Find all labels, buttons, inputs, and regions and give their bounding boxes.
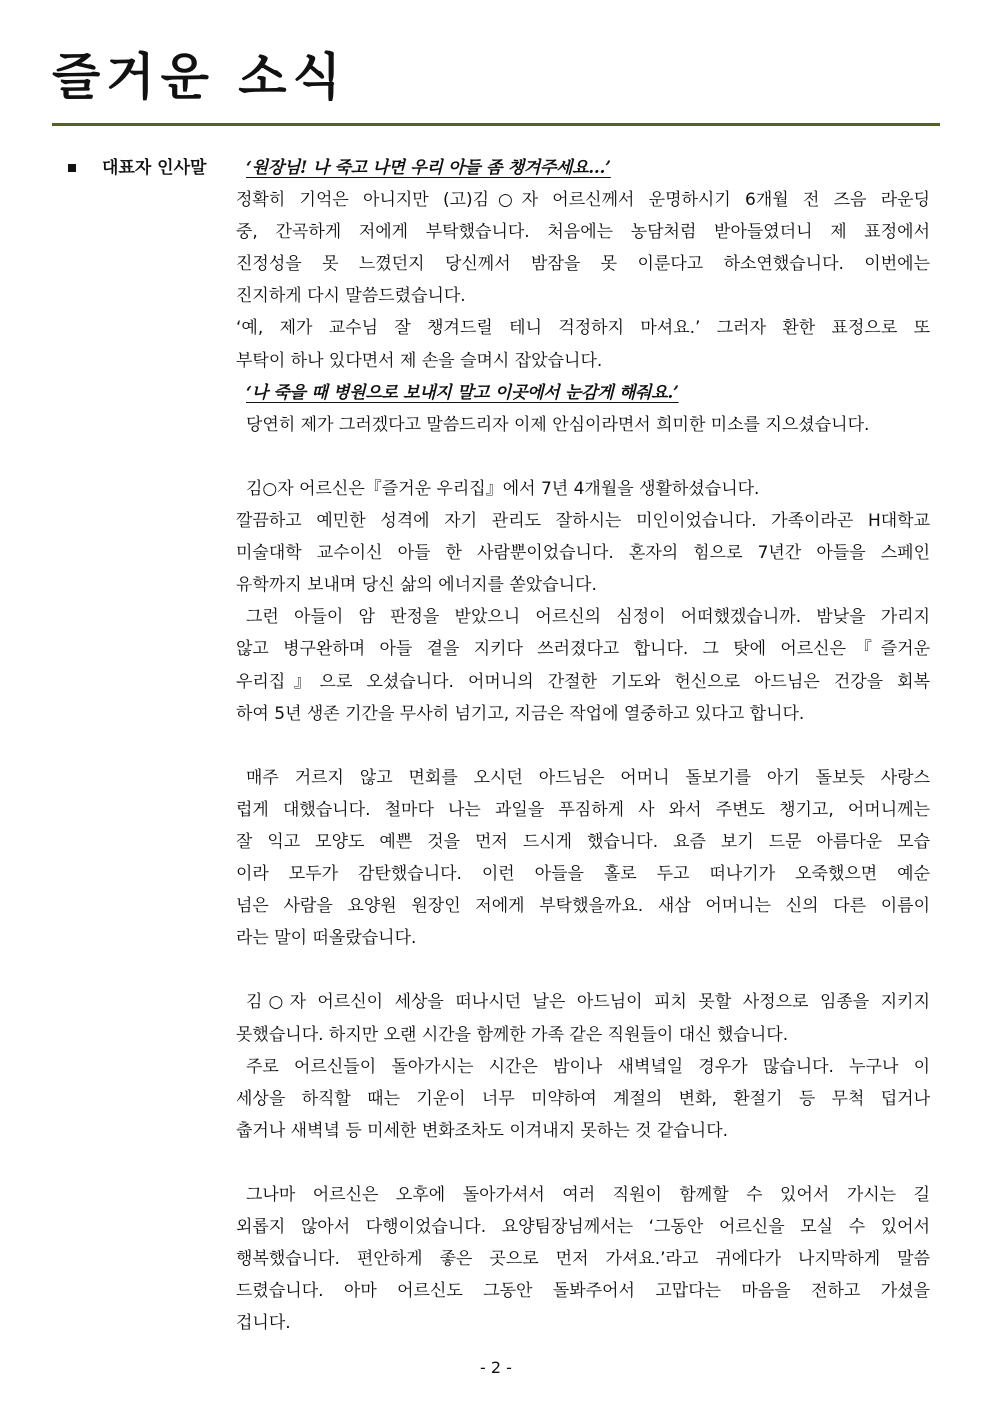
text-line: 유학까지 보내며 당신 삶의 에너지를 쏟았습니다.	[236, 575, 597, 596]
text-line: 진정성을 못 느꼈던지 당신께서 밤잠을 못 이룬다고 하소연했습니다. 이번에는	[236, 254, 930, 275]
text-line: 이라 모두가 감탄했습니다. 이런 아들을 홀로 두고 떠나기가 오죽했으면 예순	[236, 864, 930, 885]
square-bullet-icon	[68, 164, 76, 172]
text-line: 행복했습니다. 편안하게 좋은 곳으로 먼저 가셔요.’라고 귀에다가 나지막하게 말씀	[236, 1249, 930, 1270]
text-line: 외롭지 않아서 다행이었습니다. 요양팀장님께서는 ‘그동안 어르신을 모실 수 있어서	[236, 1217, 930, 1238]
paragraph	[236, 762, 930, 955]
text-line: 겁니다.	[236, 1313, 291, 1334]
text-line: 그나마 어르신은 오후에 돌아가셔서 여러 직원이 함께할 수 있어서 가시는 길	[246, 1185, 930, 1205]
text-line: 부탁이 하나 있다면서 제 손을 슬며시 잡았습니다.	[236, 350, 603, 371]
text-line: 못했습니다. 하지만 오랜 시간을 함께한 가족 같은 직원들이 대신 했습니다.	[236, 1024, 789, 1045]
text-line: 정확히 기억은 아니지만 (고)김○자 어르신께서 운명하시기 6개월 전 즈음 라운딩	[236, 190, 930, 211]
text-line: 주로 어르신들이 돌아가시는 시간은 밤이나 새벽녘일 경우가 많습니다. 누구나 이	[246, 1056, 930, 1077]
text-line: 중, 간곡하게 저에게 부탁했습니다. 처음에는 농담처럼 받아들였더니 제 표정에서	[236, 222, 930, 243]
paragraph-gap	[236, 1147, 930, 1179]
text-line: 세상을 하직할 때는 기운이 너무 미약하여 계절의 변화, 환절기 등 무척 덥거나	[236, 1088, 930, 1109]
paragraph	[236, 1179, 930, 1339]
paragraph	[236, 473, 930, 730]
text-line: ‘예, 제가 교수님 잘 챙겨드릴 테니 걱정하지 마셔요.’ 그러자 환한 표정으로 또	[236, 318, 930, 339]
quote-line: ‘나 죽을 때 병원으로 보내지 말고 이곳에서 눈감게 해줘요.’	[246, 382, 679, 403]
text-line: 김○자 어르신이 세상을 떠나시던 날은 아드님이 피치 못할 사정으로 임종을 지키지	[246, 992, 930, 1013]
text-line: 드렸습니다. 아마 어르신도 그동안 돌봐주어서 고맙다는 마음을 전하고 가셨을	[236, 1281, 930, 1302]
title-divider	[52, 123, 940, 126]
quote-line: ‘원장님! 나 죽고 나면 우리 아들 좀 챙겨주세요...’	[246, 158, 611, 178]
text-line: 넘은 사람을 요양원 원장인 저에게 부탁했을까요. 새삼 어머니는 신의 다른 이름이	[236, 896, 930, 917]
section-label: 대표자 인사말	[102, 158, 207, 178]
text-line: 럽게 대했습니다. 철마다 나는 과일을 푸짐하게 사 와서 주변도 챙기고, 어머니께는	[236, 799, 930, 820]
paragraph	[236, 152, 930, 441]
page-number: - 2 -	[480, 1358, 512, 1377]
text-line: 그런 아들이 암 판정을 받았으니 어르신의 심정이 어떠했겠습니까. 밤낮을 가리지	[246, 607, 930, 628]
text-line: 깔끔하고 예민한 성격에 자기 관리도 잘하시는 미인이었습니다. 가족이라곤 H대학교	[236, 511, 930, 532]
paragraph-gap	[236, 441, 930, 473]
page-title: 즐거운 소식	[52, 48, 347, 106]
text-line: 잘 익고 모양도 예쁜 것을 먼저 드시게 했습니다. 요즘 보기 드문 아름다운 모습	[236, 831, 930, 852]
text-line: 당연히 제가 그러겠다고 말씀드리자 이제 안심이라면서 희미한 미소를 지으셨습니다.	[246, 414, 870, 435]
text-line: 않고 병구완하며 아들 곁을 지키다 쓰러졌다고 합니다. 그 탓에 어르신은『즐거운	[236, 639, 930, 660]
text-line: 김○자 어르신은『즐거운 우리집』에서 7년 4개월을 생활하셨습니다.	[246, 478, 760, 499]
paragraph-gap	[236, 954, 930, 986]
text-line: 우리집』으로 오셨습니다. 어머니의 간절한 기도와 헌신으로 아드님은 건강을 회복	[236, 671, 930, 692]
text-line: 미술대학 교수이신 아들 한 사람뿐이었습니다. 혼자의 힘으로 7년간 아들을 스페인	[236, 543, 930, 564]
paragraph	[236, 986, 930, 1146]
text-line: 매주 거르지 않고 면회를 오시던 아드님은 어머니 돌보기를 아기 돌보듯 사랑스	[246, 767, 930, 788]
text-line: 하여 5년 생존 기간을 무사히 넘기고, 지금은 작업에 열중하고 있다고 합니다.	[236, 703, 805, 724]
text-line: 진지하게 다시 말씀드렸습니다.	[236, 286, 466, 307]
text-line: 춥거나 새벽녘 등 미세한 변화조차도 이겨내지 못하는 것 같습니다.	[236, 1120, 729, 1141]
letter-body	[236, 152, 930, 1339]
text-line: 라는 말이 떠올랐습니다.	[236, 928, 417, 949]
paragraph-gap	[236, 730, 930, 762]
